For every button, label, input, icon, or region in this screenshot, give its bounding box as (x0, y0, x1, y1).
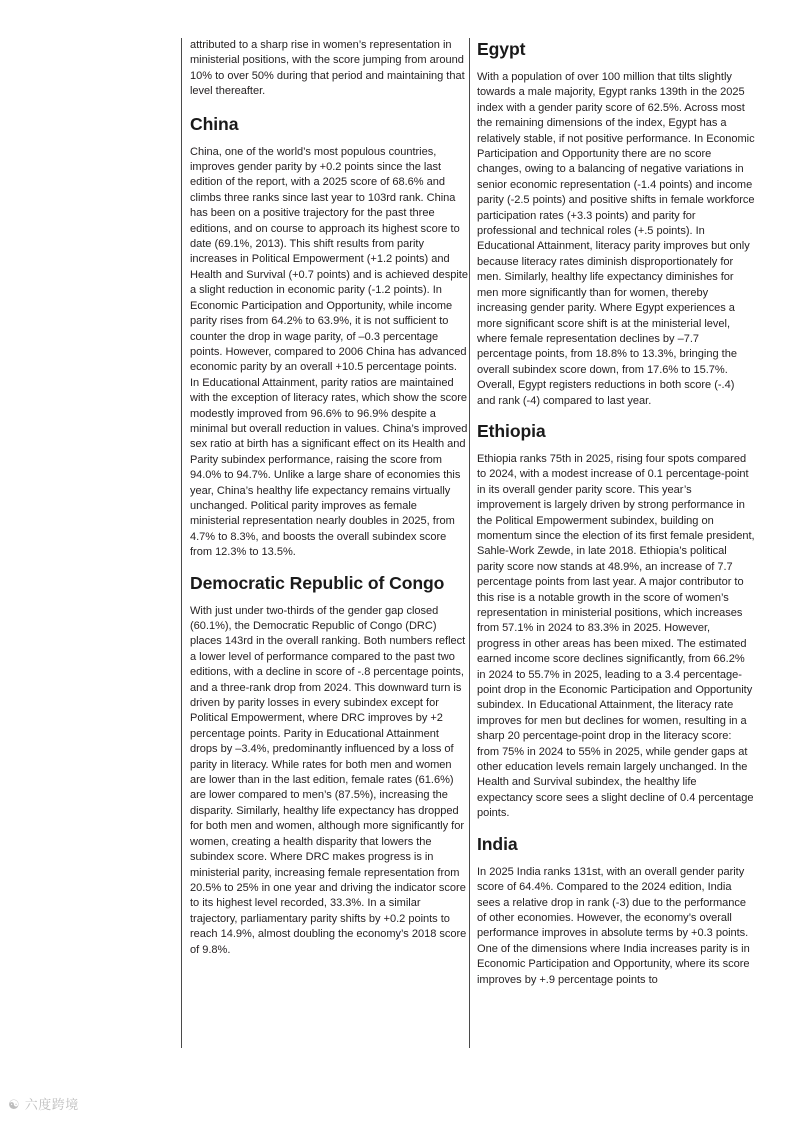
china-paragraph: China, one of the world’s most populous countries, improves gender parity by +0.2 points since the last edition of the report, with a 2025 score of 68.6% and climbs three ranks since last year to 103rd rank. China has been on a positive trajectory for the past three editions, and on course to approach its highest score to date (69.1%, 2013). This shift results from parity increases in Political Empowerment (+1.2 points) and Health and Survival (+0.7 points) and is achieved despite a slight reduction in economic parity (-1.2 points). In Economic Participation and Opportunity, while income parity rises from 64.2% to 63.9%, it is not sufficient to counter the drop in wage parity, of –0.3 percentage points. However, compared to 2006 China has advanced economic parity by an overall +10.5 percentage points. In Educational Attainment, parity ratios are maintained with the exception of literacy rates, which show the score modestly improved from 96.6% to 96.9% despite a minimal but overall reduction in values. China’s improved sex ratio at birth has a significant effect on its Health and Parity subindex performance, raising the score from 94.0% to 94.7%. Unlike a large share of economies this year, China’s healthy life expectancy remains virtually unchanged. Political parity improves as female ministerial representation nearly doubles in 2025, from 4.7% to 8.3%, and boosts the overall subindex score from 12.3% to 13.5%. (190, 145, 468, 559)
egypt-heading: Egypt (477, 39, 526, 59)
intro-paragraph: attributed to a sharp rise in women’s representation in ministerial positions, with the score jumping from around 10% to over 50% during that period and maintaining that level thereafter. (190, 39, 465, 98)
india-heading: India (477, 833, 518, 854)
ethiopia-paragraph: Ethiopia ranks 75th in 2025, rising four spots compared to 2024, with a modest increase of 0.1 percentage-point in its overall gender parity score. This year’s improvement is largely driven by strong performance in the Political Empowerment subindex, building on momentum since the election of its first female president, Sahle-Work Zewde, in late 2018. Ethiopia’s political parity score now stands at 48.9%, an increase of 7.7 percentage points from last year. A major contributor to this rise is a notable growth in the score of women’s representation in ministerial positions, which increases from 57.1% in 2024 to 83.3% in 2025. However, progress in other areas has been mixed. The estimated earned income score declines significantly, from 66.2% in 2024 to 55.7% in 2025, leading to a 3.4 percentage-point drop in the Economic Participation and Opportunity subindex. In Educational Attainment, the literacy rate improves for men but declines for women, resulting in a sharp 20 percentage-point drop in the literacy score: from 75% in 2024 to 55% in 2025, while gender gaps at other education levels remain largely unchanged. In the Health and Survival subindex, the healthy life expectancy score sees a slight decline of 0.4 percentage points. (477, 452, 755, 820)
ethiopia-heading: Ethiopia (477, 420, 546, 441)
watermark-logo-icon: ☯ (8, 1098, 21, 1113)
egypt-paragraph: With a population of over 100 million that tilts slightly towards a male majority, Egypt ranks 139th in the 2025 index with a gender parity score of 62.5%. Across most the remaining dimensions of the index, Egypt has a relatively stable, if not positive performance. In Economic Participation and Opportunity there are no score changes, owing to a balancing of negative variations in senior economic representation (-1.4 points) and income parity (-2.5 points) and positive shifts in female workforce participation rates (+3.3 points) and parity for professional and technical roles (+.5 points). In Educational Attainment, literacy parity improves but only because literacy rates diminish disproportionately for men. Similarly, healthy life expectancy diminishes for men more significantly than for women, thereby increasing gender parity. Where Egypt experiences a more significant score shift is at the ministerial level, where female representation declines by –7.7 percentage points, from 18.8% to 13.3%, bringing the overall subindex score down, from 17.6% to 15.7%. Overall, Egypt registers reductions in both score (-.4) and rank (-4) compared to last year. (477, 71, 755, 407)
drc-heading: Democratic Republic of Congo (190, 572, 445, 593)
china-heading: China (190, 113, 239, 134)
watermark (8, 1094, 79, 1113)
column-divider-rule (469, 38, 470, 1048)
watermark-text: 六度跨境 (24, 1098, 79, 1113)
left-column-rule (181, 38, 182, 1048)
left-column (190, 38, 468, 958)
drc-paragraph: With just under two-thirds of the gender gap closed (60.1%), the Democratic Republic of Congo (DRC) places 143rd in the overall ranking. Both numbers reflect a lower level of performance compared to the past two editions, with a decline in score of -.8 percentage points, and a three-rank drop from 2024. This downward turn is driven by parity losses in every subindex except for Political Empowerment, where DRC improves by +2 percentage points. Parity in Educational Attainment drops by –3.4%, predominantly influenced by a loss of parity in literacy. While rates for both men and women are lower than in the last edition, female rates (61.6%) are lower compared to men’s (87.5%), increasing the disparity. Similarly, healthy life expectancy has dropped for both men and women, although more significantly for women, creating a health disparity that lowers the subindex score. Where DRC makes progress is in ministerial parity, increasing female representation from 20.5% to 25% in one year and driving the indicator score to its highest level recorded, 33.3%. In a similar trajectory, parliamentary parity shifts by +0.2 points to reach 14.9%, almost doubling the economy’s 2018 score of 9.8%. (190, 604, 467, 956)
india-paragraph: In 2025 India ranks 131st, with an overall gender parity score of 64.4%. Compared to the 2024 edition, India sees a relative drop in rank (-3) due to the performance of other economies. However, the economy’s overall performance improves in absolute terms by +0.3 points. One of the dimensions where India increases parity is in Economic Participation and Opportunity, where its score improves by +.9 percentage points to (477, 865, 750, 986)
right-column (477, 38, 755, 988)
